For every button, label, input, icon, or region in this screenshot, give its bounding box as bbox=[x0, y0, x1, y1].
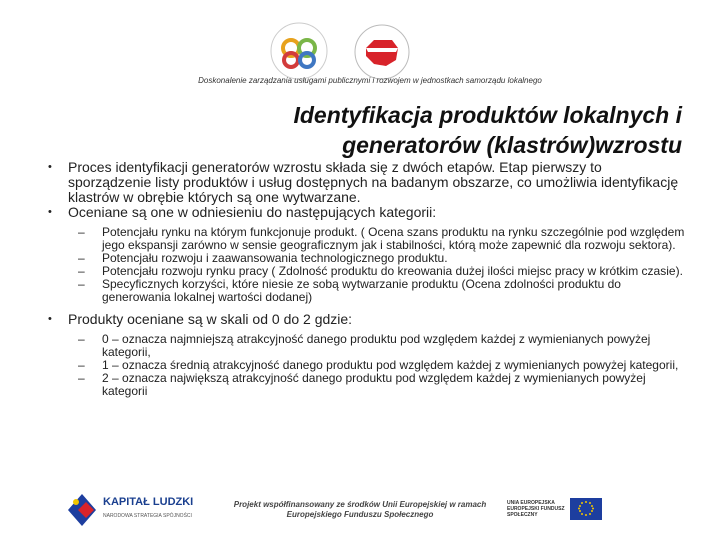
dash-icon: – bbox=[78, 277, 85, 291]
bullet-text: Proces identyfikacji generatorów wzrostu składa się z dwóch etapów. Etap pierwszy to sporządzenie listy produktów i usług dostępnych na badanym obszarze, co umożliwia identyfikację klastrów w obrębie których są one wytwarzane. bbox=[68, 159, 679, 205]
bullet-text: Produkty oceniane są w skali od 0 do 2 gdzie: bbox=[68, 311, 353, 327]
dash-icon: – bbox=[78, 225, 85, 239]
sub-text: Potencjału rozwoju i zaawansowania technologicznego produktu. bbox=[102, 251, 448, 265]
main-content bbox=[48, 160, 688, 398]
bullet-item bbox=[48, 205, 688, 220]
sub-text: 0 – oznacza najmniejszą atrakcyjność danego produktu pod względem każdej z wymienianych powyżej kategorii, bbox=[102, 332, 651, 359]
title-line-1: Identyfikacja produktów lokalnych i bbox=[293, 102, 682, 128]
dash-icon: – bbox=[78, 264, 85, 278]
zwiazek-miast-logo bbox=[268, 20, 330, 82]
sub-item bbox=[48, 333, 688, 359]
sub-text: Potencjału rozwoju rynku pracy ( Zdolność produktu do kreowania dużej ilości miejsc pracy w krótkim czasie). bbox=[102, 264, 683, 278]
title-line-2: generatorów (klastrów)wzrostu bbox=[342, 132, 682, 158]
dash-icon: – bbox=[78, 251, 85, 265]
dash-icon: – bbox=[78, 371, 85, 385]
page-title bbox=[162, 100, 682, 160]
sub-item bbox=[48, 278, 688, 304]
bullet-icon: • bbox=[48, 161, 52, 173]
sub-text: Specyficznych korzyści, które niesie ze sobą wytwarzanie produktu (Ocena zdolności produktu do generowania lokalnej wartości dodanej) bbox=[102, 277, 621, 304]
bullet-item bbox=[48, 312, 688, 327]
kapital-ludzki-title: KAPITAŁ LUDZKI bbox=[103, 496, 194, 508]
sub-text: 1 – oznacza średnią atrakcyjność danego produktu pod względem każdej z wymienianych powyżej kategorii, bbox=[102, 358, 679, 372]
bullet-text: Oceniane są one w odniesieniu do następujących kategorii: bbox=[68, 204, 437, 220]
eu-text: UNIA EUROPEJSKA EUROPEJSKI FUNDUSZ SPOŁECZNY bbox=[507, 500, 565, 518]
sub-item bbox=[48, 372, 688, 398]
sub-item bbox=[48, 226, 688, 252]
bullet-icon: • bbox=[48, 206, 52, 218]
bullet-item bbox=[48, 160, 688, 205]
header-logos bbox=[0, 10, 720, 85]
sub-text: 2 – oznacza największą atrakcyjność danego produktu pod względem każdej z wymienianych powyżej kategorii bbox=[102, 371, 646, 398]
dash-icon: – bbox=[78, 358, 85, 372]
dash-icon: – bbox=[78, 332, 85, 346]
sub-text: Potencjału rynku na którym funkcjonuje produkt. ( Ocena szans produktu na rynku szczególnie pod względem jego ekspansji zarówno w sensie geograficznym jak i stabilności, którą może zapewnić dla rozwoju sektora). bbox=[102, 225, 685, 252]
eu-flag-icon bbox=[570, 498, 602, 520]
footer-note: Projekt współfinansowany ze środków Unii Europejskiej w ramach Europejskiego Funduszu Społecznego bbox=[233, 500, 487, 519]
header-caption: Doskonalenie zarządzania usługami publicznymi i rozwojem w jednostkach samorządu lokalnego bbox=[198, 76, 542, 85]
bullet-icon: • bbox=[48, 313, 52, 325]
zwiazek-powiatow-logo bbox=[352, 22, 412, 82]
kapital-ludzki-sub: NARODOWA STRATEGIA SPÓJNOŚCI bbox=[103, 513, 192, 519]
